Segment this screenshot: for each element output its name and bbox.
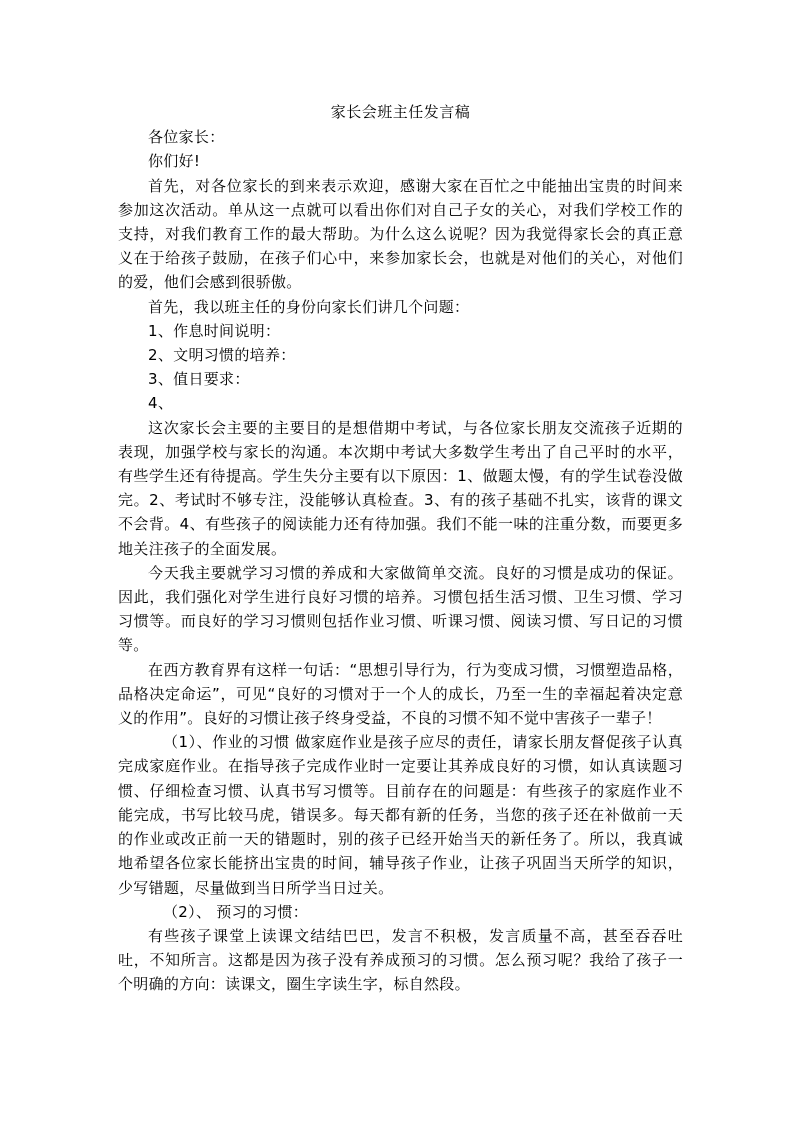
paragraph-habits: 今天我主要就学习习惯的养成和大家做简单交流。良好的习惯是成功的保证。因此，我们强化对学生进行良好习惯的培养。习惯包括生活习惯、卫生习惯、学习习惯等。而良好的学习习惯则包括作业习惯、听课习惯、阅读习惯、写日记的习惯等。 bbox=[118, 563, 683, 655]
paragraph-quote: 在西方教育界有这样一句话：“思想引导行为，行为变成习惯，习惯塑造品格，品格决定命运”，可见“良好的习惯对于一个人的成长，乃至一生的幸福起着决定意义的作用”。良好的习惯让孩子终身受益，不良的习惯不知不觉中害孩子一辈子！ bbox=[118, 660, 683, 728]
heading-preview: （2）、 预习的习惯： bbox=[163, 902, 309, 921]
paragraph-issues-intro: 首先，我以班主任的身份向家长们讲几个问题： bbox=[148, 297, 470, 316]
paragraph-homework: （1）、作业的习惯 做家庭作业是孩子应尽的责任，请家长朋友督促孩子认真完成家庭作业。在指导孩子完成作业时一定要让其养成良好的习惯，如认真读题习惯、仔细检查习惯、认真书写习惯等。目前存在的问题是：有些孩子的家庭作业不能完成，书写比较马虎，错误多。每天都有新的任务，当您的孩子还在补做前一天的作业或改正前一天的错题时，别的孩子已经开始当天的新任务了。所以，我真诚地希望各位家长能挤出宝贵的时间，辅导孩子作业，让孩子巩固当天所学的知识，少写错题，尽量做到当日所学当日过关。 bbox=[118, 733, 683, 897]
document-page bbox=[118, 100, 683, 997]
list-item-four: 4、 bbox=[148, 394, 174, 413]
paragraph-preview: 有些孩子课堂上读课文结结巴巴，发言不积极，发言质量不高，甚至吞吞吐吐，不知所言。这都是因为孩子没有养成预习的习惯。怎么预习呢？我给了孩子一个明确的方向：读课文，圈生字读生字，标自然段。 bbox=[118, 926, 683, 994]
salutation: 各位家长： bbox=[148, 128, 225, 147]
list-item-manners: 2、文明习惯的培养： bbox=[148, 346, 296, 365]
paragraph-exam: 这次家长会主要的主要目的是想借期中考试，与各位家长朋友交流孩子近期的表现，加强学校与家长的沟通。本次期中考试大多数学生考出了自己平时的水平，有些学生还有待提高。学生失分主要有以下原因：1、做题太慢，有的学生试卷没做完。2、考试时不够专注，没能够认真检查。3、有的孩子基础不扎实，该背的课文不会背。4、有些孩子的阅读能力还有待加强。我们不能一味的注重分数，而要更多地关注孩子的全面发展。 bbox=[118, 418, 683, 558]
document-title: 家长会班主任发言稿 bbox=[330, 103, 471, 121]
list-item-duty: 3、值日要求： bbox=[148, 370, 250, 389]
paragraph-welcome: 首先，对各位家长的到来表示欢迎，感谢大家在百忙之中能抽出宝贵的时间来参加这次活动。单从这一点就可以看出你们对自己子女的关心，对我们学校工作的支持，对我们教育工作的最大帮助。为什么这么说呢？因为我觉得家长会的真正意义在于给孩子鼓励，在孩子们心中，来参加家长会，也就是对他们的关心，对他们的爱，他们会感到很骄傲。 bbox=[118, 176, 683, 292]
list-item-schedule: 1、作息时间说明： bbox=[148, 321, 281, 340]
greeting: 你们好! bbox=[148, 152, 201, 171]
